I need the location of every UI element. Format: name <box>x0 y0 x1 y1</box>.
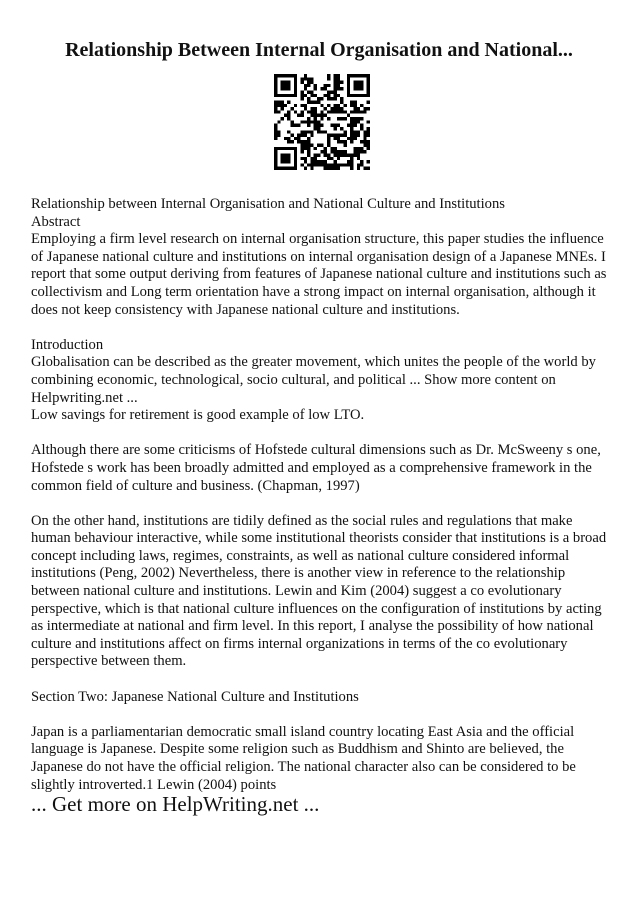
paragraph-institutions <box>31 513 611 671</box>
hofstede-text: Although there are some criticisms of Hofstede cultural dimensions such as Dr. McSweeny s one, Hofstede s work has been broadly admitted and employed as a comprehensive framework in the common field of culture and business. (Chapman, 1997) <box>31 442 601 494</box>
lto-text: Low savings for retirement is good example of low LTO. <box>31 407 365 424</box>
paper-heading: Relationship between Internal Organisation and National Culture and Institutions <box>31 196 505 212</box>
qr-code-graphic <box>274 74 370 170</box>
japan-text: Japan is a parliamentarian democratic small island country locating East Asia and the official language is Japanese. Despite some religion such as Buddhism and Shinto are believed, the Japanese do not have the official religion. The national character also can be considered to be slightly introverted.1 Lewin (2004) points <box>31 723 576 793</box>
institutions-text: On the other hand, institutions are tidily defined as the social rules and regulations that make human behaviour interactive, while some institutional theorists consider that institutions is a broad concept including laws, regimes, constraints, as well as national culture considered informal institutions (Peng, 2002) Nevertheless, there is another view in reference to the relationship between national culture and institutions. Lewin and Kim (2004) suggest a co evolutionary perspective, which is that national culture influences on the configuration of institutions by acting as intermediate at national and firm level. In this report, I analyse the possibility of how national culture and institutions affect on firms internal organizations in terms of the co evolutionary perspective between them. <box>31 512 607 670</box>
introduction-text: Globalisation can be described as the greater movement, which unites the people of the world by combining economic, technological, socio cultural, and political ... Show more content on Helpwriting.net ... <box>31 354 596 406</box>
paragraph-section-two <box>31 689 611 707</box>
document-title: Relationship Between Internal Organisation and National... <box>65 39 573 61</box>
paragraph-abstract <box>31 196 611 319</box>
get-more-link[interactable]: ... Get more on HelpWriting.net ... <box>31 792 320 816</box>
section-label-introduction: Introduction <box>31 336 104 353</box>
paragraph-hofstede <box>31 442 611 495</box>
section-label-abstract: Abstract <box>31 213 81 230</box>
document-body <box>31 196 611 794</box>
section-two-heading: Section Two: Japanese National Culture and Institutions <box>31 688 359 705</box>
paragraph-japan <box>31 724 611 794</box>
qr-code <box>274 74 370 170</box>
paragraph-introduction <box>31 337 611 425</box>
abstract-text: Employing a firm level research on internal organisation structure, this paper studies the influence of Japanese national culture and institutions on internal organisation design of a Japanese MNEs. I report that some output deriving from features of Japanese national culture and institutions such as collectivism and Long term orientation have a strong impact on internal organisation, although it does not keep consistency with Japanese national culture and institutions. <box>31 231 607 318</box>
